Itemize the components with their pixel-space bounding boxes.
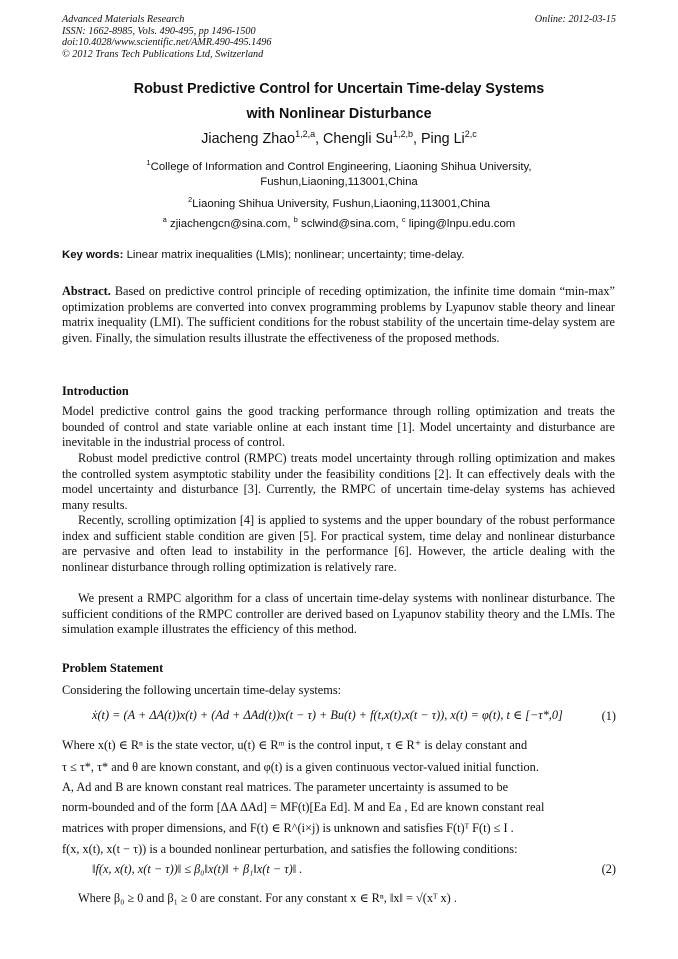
problem-line-1: Where x(t) ∈ Rⁿ is the state vector, u(t) ∈ Rᵐ is the control input, τ ∈ R⁺ is delay constant and	[62, 738, 528, 752]
abstract-label: Abstract.	[62, 284, 111, 298]
journal-header	[62, 14, 271, 60]
author-3: Ping Li	[420, 130, 465, 147]
problem-line-7: Where β₀ ≥ 0 and β₁ ≥ 0 are constant. For any constant x ∈ Rⁿ, ‖x‖ = √(xᵀ x) .	[78, 891, 457, 905]
doi-line: doi:10.4028/www.scientific.net/AMR.490-495.1496	[62, 37, 272, 48]
author-list: Jiacheng Zhao$^{1,2,a}$, Chengli Su$^{1,2,b}$, Ping Li$^{2,c}$	[201, 129, 477, 147]
problem-line-6: f(x, x(t), x(t − τ)) is a bounded nonlinear perturbation, and satisfies the following conditions:	[62, 842, 518, 856]
problem-line-2: τ ≤ τ*, τ* and θ are known constant, and φ(t) is a given continuous vector-valued initial function.	[62, 760, 539, 774]
paper-title-line1: Robust Predictive Control for Uncertain Time-delay Systems	[133, 81, 545, 97]
issn-line: ISSN: 1662-8985, Vols. 490-495, pp 1496-1500	[62, 25, 256, 37]
copyright-line: © 2012 Trans Tech Publications Ltd, Switzerland	[62, 48, 264, 60]
intro-paragraph-1: Model predictive control gains the good tracking performance through rolling optimization and treats the bounded of control and state variable online at each instant time [1]. Model uncertainty and disturbance are inevitable in the industrial process of control.	[62, 404, 615, 449]
email-b: sclwind@sina.com,	[301, 217, 399, 230]
email-line	[0, 212, 678, 232]
problem-line-3: A, Ad and B are known constant real matrices. The parameter uncertainty is assumed to be	[62, 780, 509, 794]
problem-line-4: norm-bounded and of the form [ΔA ΔAd] = MF(t)[Ea Ed]. M and Ea , Ed are known constant real	[62, 800, 545, 814]
affiliation-2	[0, 192, 678, 212]
keywords-label: Key words:	[62, 249, 124, 261]
abstract	[62, 284, 615, 346]
aff1-num: 1	[146, 158, 151, 167]
aff2-text: Liaoning Shihua University, Fushun,Liaoning,113001,China	[192, 197, 490, 210]
paper-title-line2: with Nonlinear Disturbance	[246, 106, 432, 122]
intro-paragraph-2: Robust model predictive control (RMPC) treats model uncertainty through rolling optimization and makes the controlled system asymptotic stability under the feasibility conditions [2]. It can effectively deals with the model uncertainty and disturbance [3]. Currently, the RMPC of uncertain time-delay systems has achieved many results.	[62, 451, 615, 512]
email-a: zjiachengcn@sina.com,	[170, 217, 291, 230]
email-b-sup: b	[293, 215, 298, 224]
aff1-line1: College of Information and Control Engineering, Liaoning Shihua University,	[150, 160, 532, 173]
keywords	[62, 249, 464, 261]
intro-paragraph-3: Recently, scrolling optimization [4] is applied to systems and the upper boundary of the robust performance index and sufficient stable condition are given [5]. For practical system, time delay and nonlinear disturbance are pervasive and often lead to instability in the performance [6]. However, the article dealing with the nonlinear disturbance through rolling optimization is relatively rare.	[62, 513, 615, 574]
aff1-line2: Fushun,Liaoning,113001,China	[260, 175, 418, 188]
author-3-sup: 2,c	[464, 129, 477, 139]
equation-1: ẋ(t) = (A + ΔA(t))x(t) + (Ad + ΔAd(t))x(t − τ) + Bu(t) + f(t,x(t),x(t − τ)), x(t) = φ(t), t ∈ [−τ*,0]	[92, 708, 563, 722]
email-c-sup: c	[401, 215, 406, 224]
journal-name: Advanced Materials Research	[62, 14, 185, 25]
abstract-text: Based on predictive control principle of receding optimization, the infinite time domain “min-max” optimization problems are converted into convex programming problems by Lyapunov stable theory and linear matrix inequality (LMI). The sufficient conditions for the robust stability of the uncertain time-delay system are given. Finally, the simulation results illustrate the effectiveness of the proposed methods.	[62, 284, 615, 345]
author-2: Chengli Su	[323, 130, 393, 147]
equation-1-number: (1)	[601, 709, 616, 723]
keywords-text: Linear matrix inequalities (LMIs); nonlinear; uncertainty; time-delay.	[126, 249, 465, 261]
problem-line-5: matrices with proper dimensions, and F(t) ∈ R^(i×j) is unknown and satisfies F(t)ᵀ F(t) ≤ I .	[62, 821, 514, 835]
intro-heading: Introduction	[62, 384, 129, 398]
problem-intro: Considering the following uncertain time-delay systems:	[62, 683, 342, 697]
online-date: Online: 2012-03-15	[534, 14, 616, 25]
problem-heading: Problem Statement	[62, 661, 164, 675]
author-1: Jiacheng Zhao	[201, 130, 296, 147]
email-a-sup: a	[162, 215, 167, 224]
aff2-num: 2	[187, 195, 193, 204]
email-c: liping@lnpu.edu.com	[408, 217, 516, 230]
intro-paragraph-4: We present a RMPC algorithm for a class of uncertain time-delay systems with nonlinear disturbance. The sufficient conditions of the RMPC controller are derived based on Lyapunov stability theory and the LMIs. The simulation example illustrates the efficiency of this method.	[62, 591, 615, 636]
equation-2-number: (2)	[601, 862, 616, 876]
author-2-sup: 1,2,b	[393, 129, 414, 139]
equation-2: ‖f(x, x(t), x(t − τ))‖ ≤ β₀‖x(t)‖ + β₁‖x(t − τ)‖ .	[92, 862, 303, 876]
author-1-sup: 1,2,a	[295, 129, 316, 139]
affiliation-1	[0, 155, 678, 190]
